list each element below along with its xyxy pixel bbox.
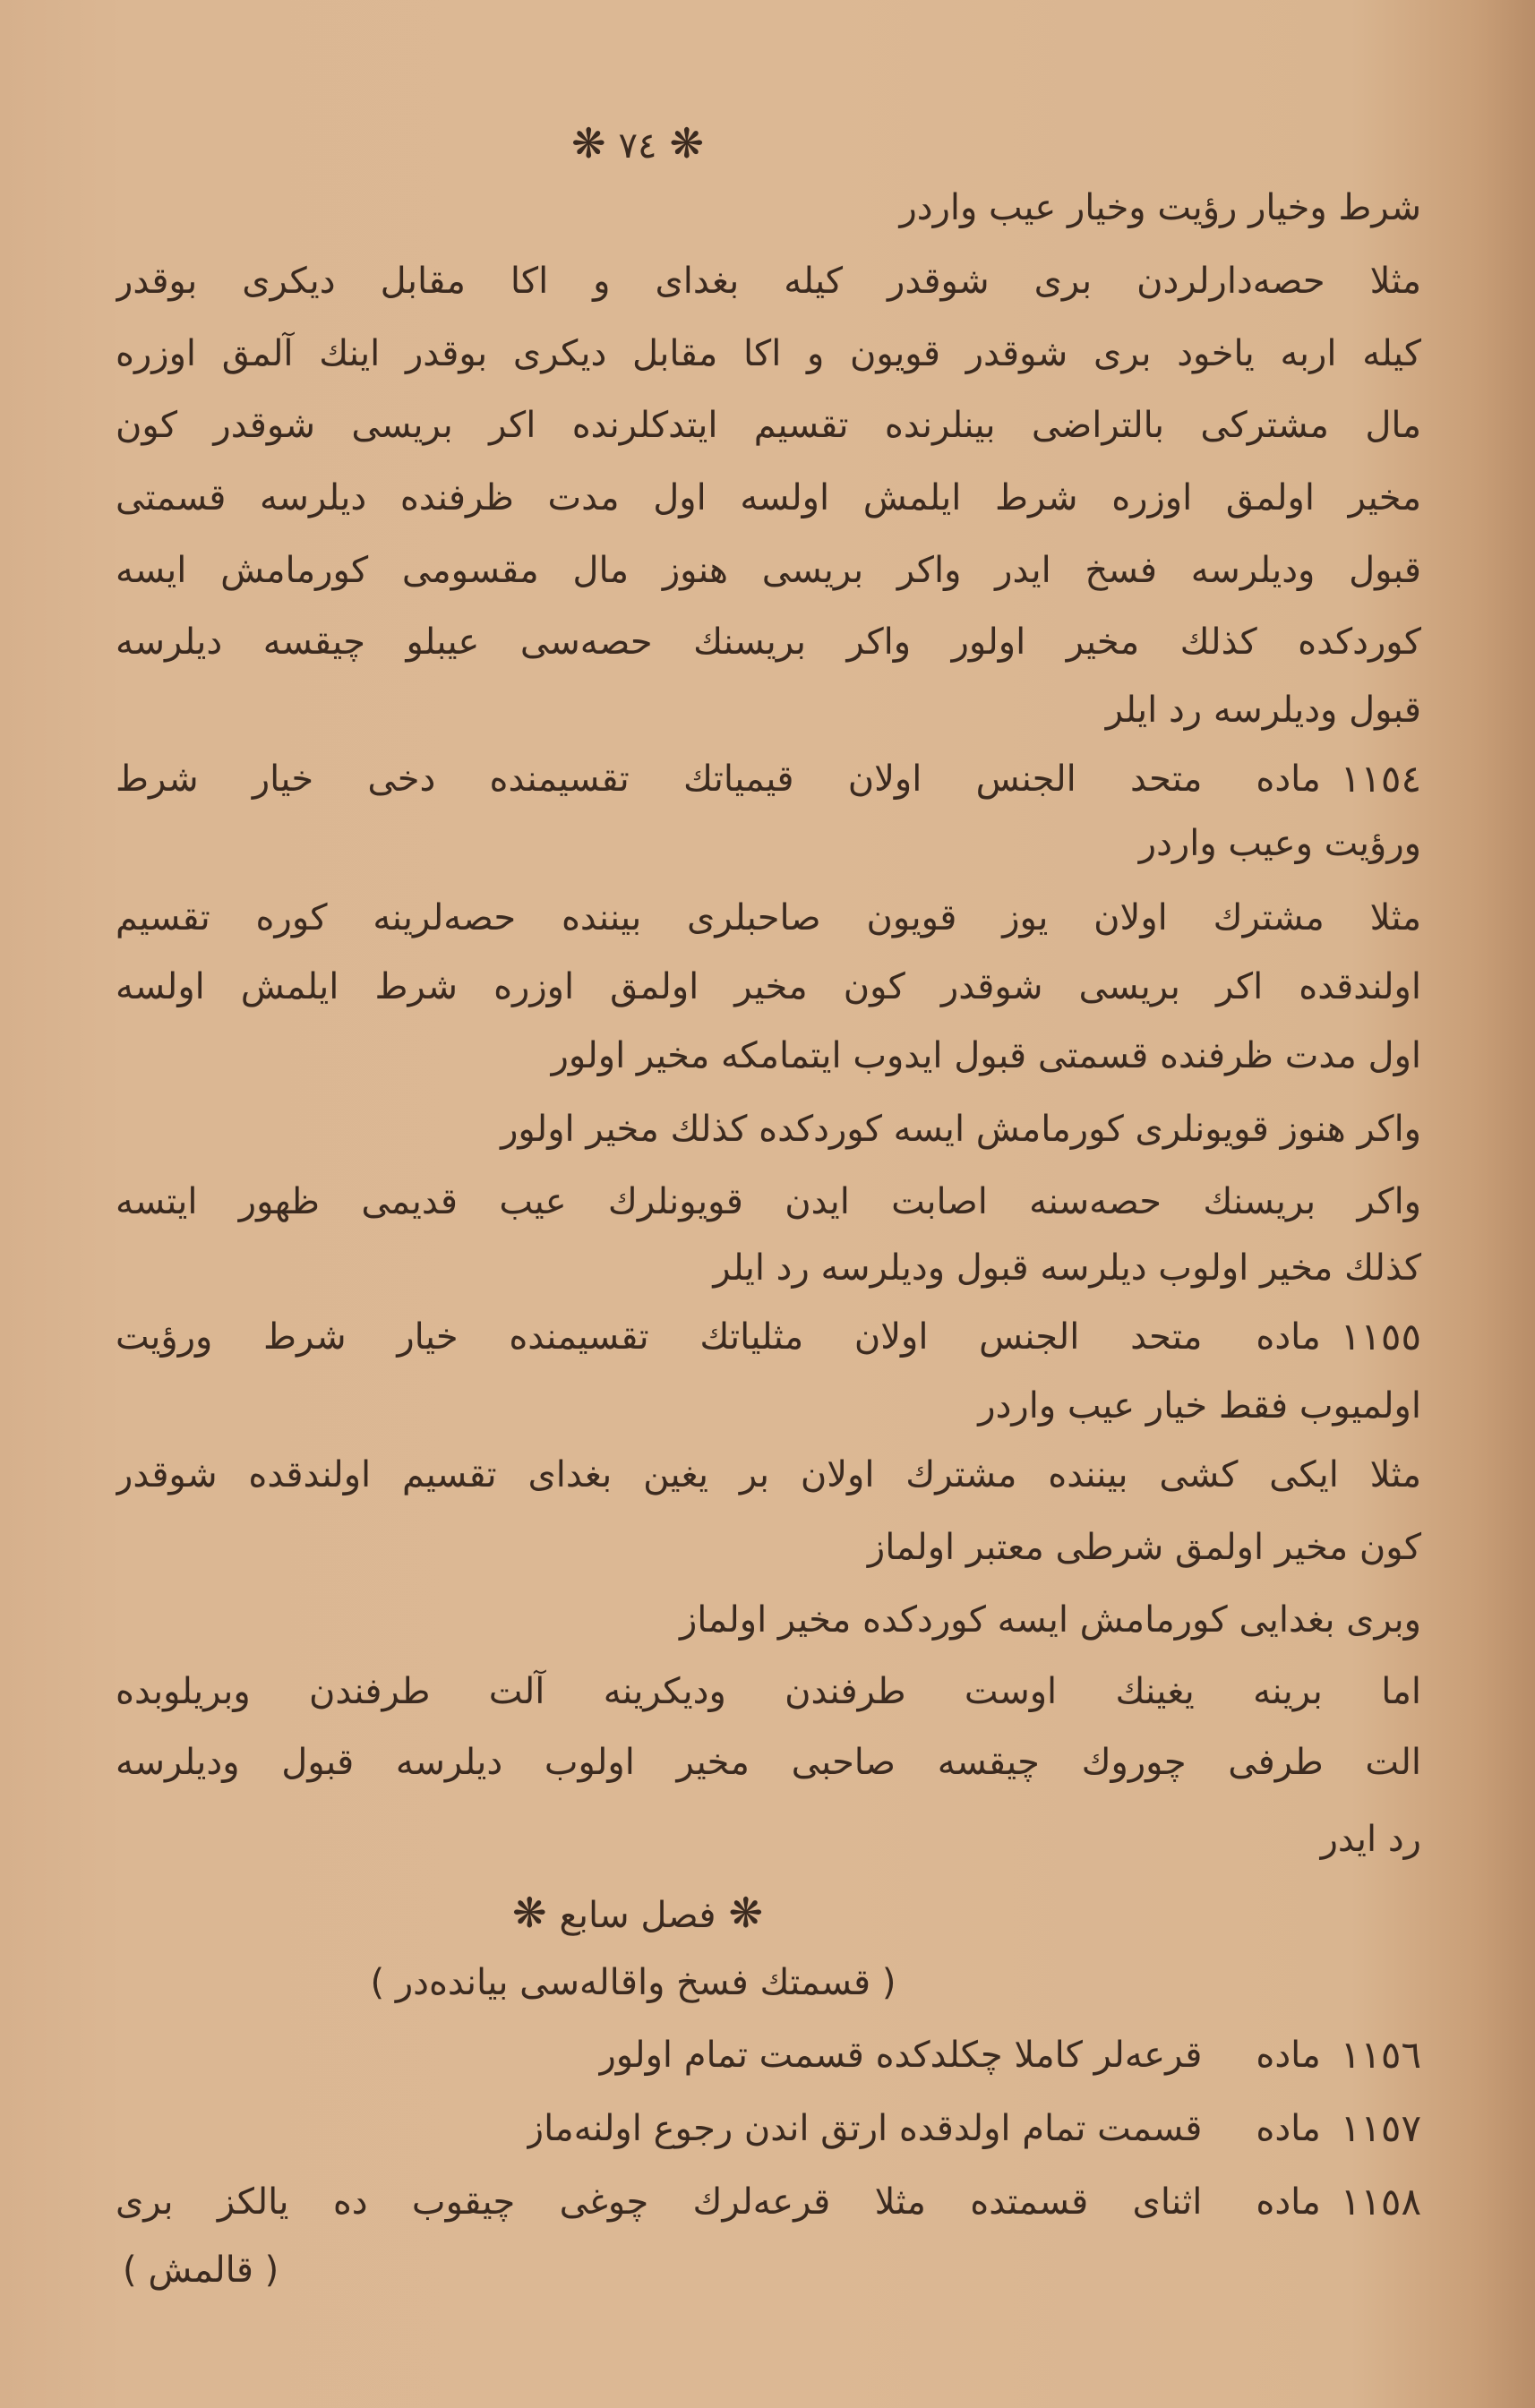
- text-line: اما برينه يغينك اوست طرفندن وديكرينه آلت طرفندن وبريلوبده: [116, 1671, 1421, 1712]
- article-1157: [116, 2093, 1421, 2164]
- article-number: ١١٥٥: [1340, 1315, 1421, 1358]
- text-line: مثلا ايكی كشی بيننده مشترك اولان بر يغين بغدای تقسيم اولندقده شوقدر: [116, 1454, 1421, 1495]
- article-label: ماده: [1256, 758, 1321, 800]
- text-line: واكر بريسنك حصه‌سنه اصابت ايدن قويونلرك عيب قديمی ظهور ايتسه: [116, 1181, 1421, 1222]
- text-line: مثلا حصه‌دارلردن بری شوقدر كيله بغدای و اكا مقابل ديكری بوقدر: [116, 261, 1421, 302]
- text-line: كون مخير اولمق شرطی معتبر اولماز: [867, 1527, 1421, 1568]
- page-header: [559, 107, 716, 179]
- text-line: مخير اولمق اوزره شرط ايلمش اولسه اول مدت ظرفنده ديلرسه قسمتی: [116, 477, 1421, 518]
- text-line: واكر هنوز قويونلری كورمامش ايسه كوردكده كذلك مخير اولور: [501, 1109, 1421, 1150]
- section-subtitle: ( قسمتك فسخ واقاله‌سی بيانده‌در ): [370, 1962, 896, 2003]
- text-line: وبری بغدايی كورمامش ايسه كوردكده مخير اولماز: [679, 1599, 1421, 1641]
- text-line: قبول وديلرسه فسخ ايدر واكر بريسی هنوز مال مقسومی كورمامش ايسه: [116, 550, 1421, 591]
- article-text: قرعه‌لر كاملا چكلدكده قسمت تمام اولور: [598, 2035, 1203, 2076]
- ornament-icon: ❋: [728, 1889, 764, 1937]
- article-label: ماده: [1256, 2035, 1321, 2076]
- article-text: اثنای قسمتده مثلا قرعه‌لرك چوغی چيقوب ده يالكز بری: [116, 2181, 1203, 2223]
- article-label: ماده: [1256, 2108, 1321, 2149]
- article-1155: [116, 1301, 1421, 1373]
- ornament-icon: ❋: [570, 119, 606, 167]
- article-number: ١١٥٧: [1340, 2106, 1421, 2150]
- ornament-icon: ❋: [669, 119, 705, 167]
- article-text: قسمت تمام اولدقده ارتق اندن رجوع اولنه‌ماز: [526, 2108, 1203, 2149]
- article-text: متحد الجنس اولان مثلياتك تقسيمنده خيار شرط ورؤيت: [116, 1316, 1203, 1358]
- article-1158: [116, 2166, 1421, 2238]
- article-number: ١١٥٤: [1340, 757, 1421, 801]
- text-line: مثلا مشترك اولان يوز قويون صاحبلری بيننده حصه‌لرينه كوره تقسيم: [116, 897, 1421, 938]
- text-line: اولميوب فقط خيار عيب واردر: [978, 1385, 1421, 1427]
- article-label: ماده: [1256, 1316, 1321, 1358]
- text-line: كذلك مخير اولوب ديلرسه قبول وديلرسه رد ايلر: [713, 1247, 1421, 1289]
- text-line: رد ايدر: [1320, 1819, 1421, 1860]
- text-line: اول مدت ظرفنده قسمتی قبول ايدوب ايتمامكه مخير اولور: [551, 1035, 1421, 1076]
- page-number: ٧٤: [618, 125, 657, 167]
- section-heading: [500, 1877, 776, 1949]
- text-line: مال مشتركی بالتراضی بينلرنده تقسيم ايتدكلرنده اكر بريسی شوقدر كون: [116, 405, 1421, 446]
- text-line: قبول وديلرسه رد ايلر: [1105, 690, 1421, 731]
- article-label: ماده: [1256, 2181, 1321, 2223]
- article-text: متحد الجنس اولان قيمياتك تقسيمنده دخی خيار شرط: [116, 758, 1203, 800]
- text-line: ورؤيت وعيب واردر: [1138, 823, 1421, 864]
- article-1154: [116, 743, 1421, 815]
- text-line: شرط وخيار رؤيت وخيار عيب واردر: [899, 187, 1421, 228]
- text-line: الت طرفی چوروك چيقسه صاحبی مخير اولوب ديلرسه قبول وديلرسه: [116, 1742, 1421, 1783]
- section-title: فصل سابع: [559, 1895, 716, 1936]
- ornament-icon: ❋: [511, 1889, 547, 1937]
- catchword: ( قالمش ): [123, 2249, 279, 2291]
- article-number: ١١٥٨: [1340, 2180, 1421, 2224]
- text-line: كيله اربه‌ ياخود بری شوقدر قويون و اكا مقابل ديكری بوقدر اينك آلمق اوزره: [116, 333, 1421, 374]
- article-number: ١١٥٦: [1340, 2033, 1421, 2077]
- article-1156: [116, 2019, 1421, 2091]
- text-line: اولندقده اكر بريسی شوقدر كون مخير اولمق اوزره شرط ايلمش اولسه: [116, 966, 1421, 1007]
- text-line: كوردكده كذلك مخير اولور واكر بريسنك حصه‌سی عيبلو چيقسه ديلرسه: [116, 621, 1421, 663]
